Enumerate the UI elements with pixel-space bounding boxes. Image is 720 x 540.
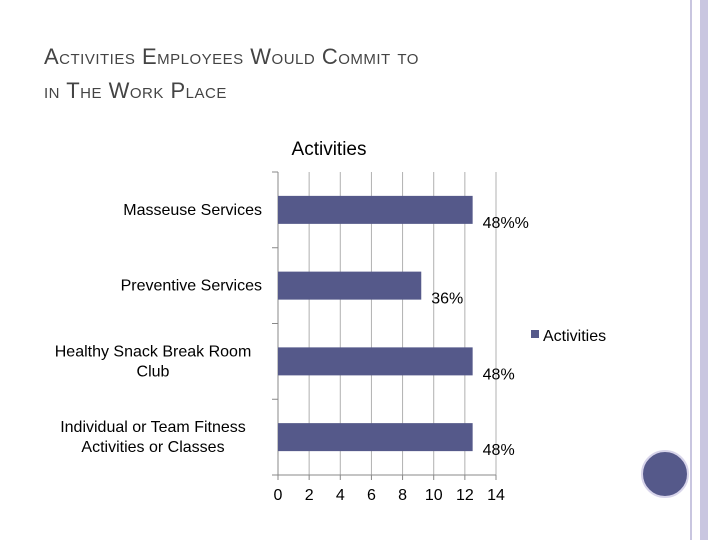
data-label: 48% xyxy=(482,366,515,384)
category-label-line: Preventive Services xyxy=(120,277,262,295)
bars xyxy=(278,196,473,451)
bar xyxy=(278,272,421,300)
chart-title: Activities xyxy=(291,139,367,160)
category-label-line: Individual or Team Fitness xyxy=(60,419,246,437)
x-tick-label: 4 xyxy=(335,487,345,504)
category-label xyxy=(123,202,262,219)
slide-title-line-1: Activities Employees Would Commit to xyxy=(44,44,419,69)
x-tick-label: 8 xyxy=(398,487,408,504)
data-labels xyxy=(431,215,529,459)
x-tick-label: 14 xyxy=(487,487,505,504)
data-label: 48%% xyxy=(482,214,529,232)
data-label: 36% xyxy=(431,290,464,308)
slide-title-line-2: in The Work Place xyxy=(44,78,227,103)
data-label: 48% xyxy=(482,442,515,460)
category-label xyxy=(60,419,246,456)
x-tick-label: 2 xyxy=(304,487,314,504)
x-tick-label: 12 xyxy=(455,487,474,504)
bar xyxy=(278,423,473,451)
legend-label: Activities xyxy=(543,328,607,345)
category-label-line: Masseuse Services xyxy=(123,201,262,219)
x-tick-labels xyxy=(274,487,505,504)
legend-swatch xyxy=(531,330,539,338)
category-label-line: Club xyxy=(136,363,170,381)
bar xyxy=(278,347,473,375)
category-label-line: Healthy Snack Break Room xyxy=(54,343,252,361)
category-label-line: Activities or Classes xyxy=(81,439,225,457)
x-tick-label: 6 xyxy=(366,487,376,504)
x-tick-label: 0 xyxy=(273,487,283,504)
decorative-circle xyxy=(641,450,689,498)
bar xyxy=(278,196,473,224)
category-label xyxy=(121,278,262,295)
category-labels xyxy=(55,202,262,456)
category-label xyxy=(55,343,252,380)
x-tick-label: 10 xyxy=(424,487,443,504)
legend xyxy=(531,328,606,345)
